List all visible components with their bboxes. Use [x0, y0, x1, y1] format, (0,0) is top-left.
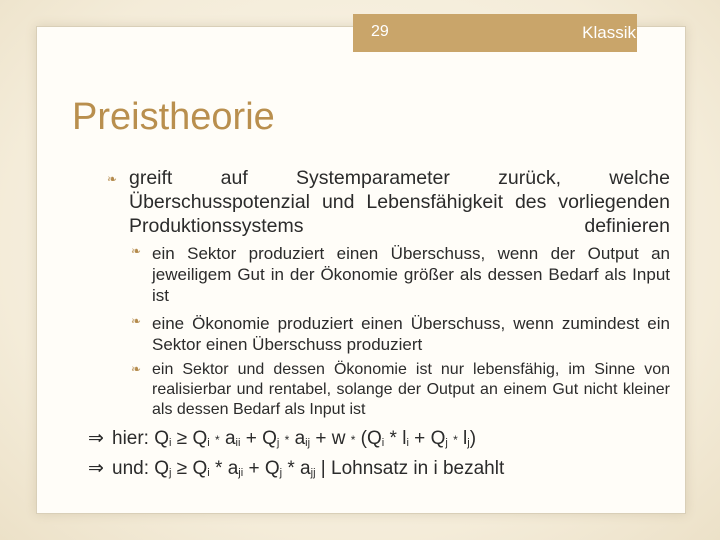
implies-arrow-icon: ⇒: [88, 428, 104, 449]
main-bullet-text: greift auf Systemparameter zurück, welche Überschusspotenzial und Lebensfähigkeit des vorliegenden Produktionssystems definieren: [129, 167, 670, 237]
header-label: Klassik: [582, 23, 636, 42]
sub-bullet-2: eine Ökonomie produziert einen Überschuss, wenn zumindest ein Sektor einen Überschuss produziert: [152, 314, 670, 354]
formula-und: ⇒ und: $Q_j \ge Q_i * a_{ji} + Q_j * a_{jj}$ | Lohnsatz in i bezahlt: [88, 458, 505, 479]
leaf-bullet-icon: ❧: [131, 314, 142, 328]
sub-bullet-1: ein Sektor produziert einen Überschuss, wenn der Output an jeweiligem Gut in der Ökonomie größer als dessen Bedarf als Input ist: [152, 244, 670, 305]
formula-hier: ⇒ hier: $Q_i \ge Q_i * a_{ii} + Q_j * a_{ij} + w * (Q_i * l_i + Q_j * l_j)$: [88, 428, 477, 449]
leaf-bullet-icon: ❧: [131, 362, 142, 376]
leaf-bullet-icon: ❧: [107, 172, 118, 186]
sub-bullet-3: ein Sektor und dessen Ökonomie ist nur lebensfähig, im Sinne von realisierbar und rentabel, solange der Output an einem Gut nicht kleiner als dessen Bedarf als Input ist: [152, 361, 670, 418]
page-title: Preistheorie: [72, 96, 275, 138]
leaf-bullet-icon: ❧: [131, 244, 142, 258]
implies-arrow-icon: ⇒: [88, 458, 104, 479]
slide-number: 29: [371, 23, 389, 40]
